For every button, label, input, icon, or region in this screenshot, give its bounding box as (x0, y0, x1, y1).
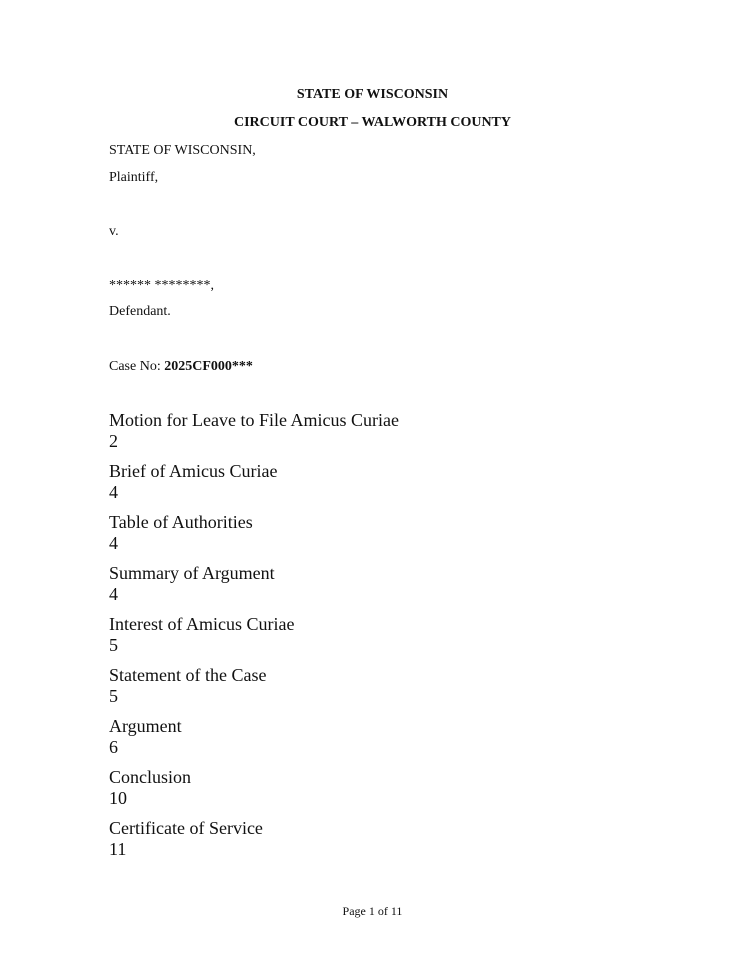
toc-entry-title: Certificate of Service (109, 818, 263, 838)
toc-entry-page: 4 (109, 533, 118, 553)
plaintiff-role: Plaintiff, (109, 170, 159, 185)
versus-label: v. (109, 224, 119, 239)
toc-entry-title: Table of Authorities (109, 512, 253, 532)
toc-entry (109, 410, 399, 461)
case-number-value: 2025CF000*** (164, 359, 253, 374)
toc-entry (109, 614, 399, 665)
table-of-contents (109, 410, 399, 869)
toc-entry-title: Summary of Argument (109, 563, 275, 583)
toc-entry-title: Motion for Leave to File Amicus Curiae (109, 410, 399, 430)
toc-entry (109, 767, 399, 818)
plaintiff-name: STATE OF WISCONSIN, (109, 143, 256, 158)
toc-entry (109, 716, 399, 767)
court-state-heading: STATE OF WISCONSIN (296, 87, 449, 102)
toc-entry-title: Brief of Amicus Curiae (109, 461, 278, 481)
defendant-name: ****** ********, (109, 278, 214, 293)
case-number-line (109, 359, 253, 375)
toc-entry-page: 10 (109, 788, 127, 808)
toc-entry-title: Interest of Amicus Curiae (109, 614, 295, 634)
toc-entry (109, 563, 399, 614)
toc-entry-page: 5 (109, 635, 118, 655)
toc-entry-title: Conclusion (109, 767, 192, 787)
toc-entry-title: Argument (109, 716, 182, 736)
court-county-heading: CIRCUIT COURT – WALWORTH COUNTY (234, 115, 511, 130)
defendant-role: Defendant. (109, 304, 171, 319)
case-number-label: Case No: (109, 359, 161, 374)
toc-entry-page: 11 (109, 839, 127, 859)
toc-entry-page: 5 (109, 686, 118, 706)
toc-entry (109, 512, 399, 563)
toc-entry-title: Statement of the Case (109, 665, 267, 685)
toc-entry (109, 461, 399, 512)
toc-entry-page: 4 (109, 482, 118, 502)
toc-entry-page: 6 (109, 737, 118, 757)
toc-entry (109, 665, 399, 716)
toc-entry (109, 818, 399, 869)
toc-entry-page: 2 (109, 431, 118, 451)
toc-entry-page: 4 (109, 584, 118, 604)
page-number-footer: Page 1 of 11 (342, 904, 403, 918)
